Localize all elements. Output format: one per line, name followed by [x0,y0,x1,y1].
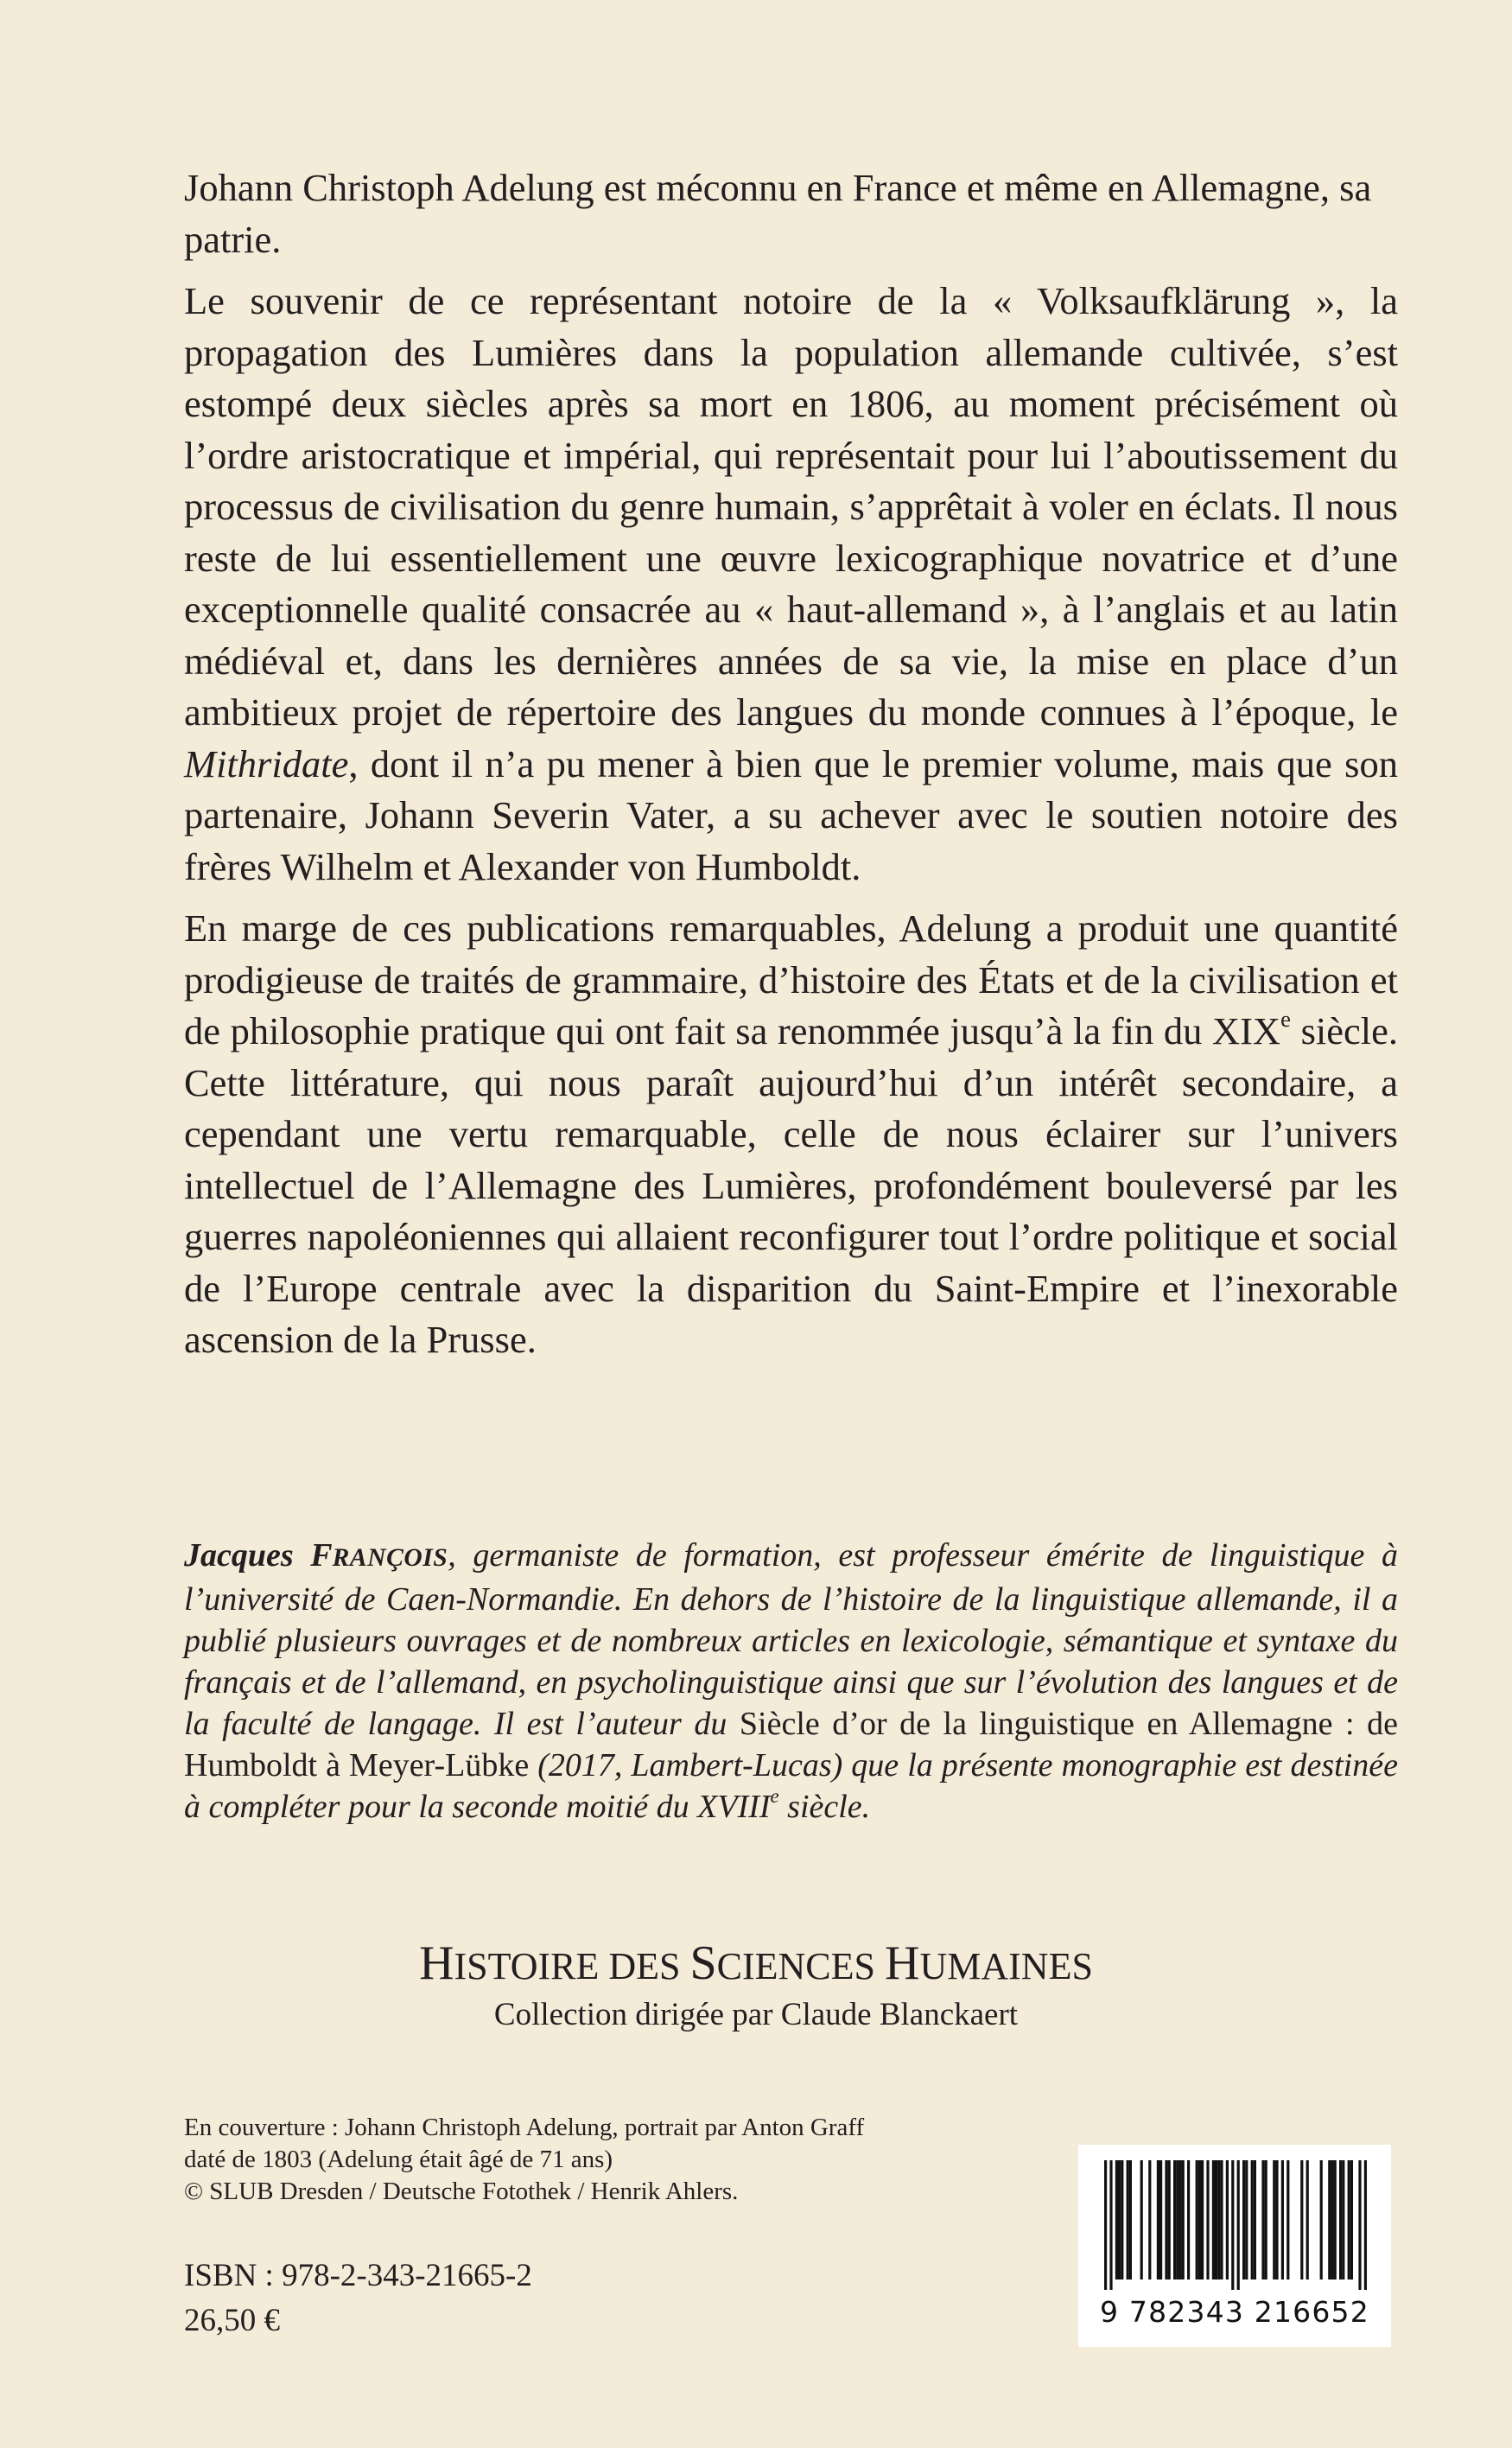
paragraph-intro: Johann Christoph Adelung est méconnu en France et même en Allemagne, sa patrie. [184,166,1372,261]
barcode-bar [1306,2160,1309,2280]
barcode-bar [1364,2160,1367,2290]
barcode-bar [1245,2160,1248,2280]
isbn: ISBN : 978-2-343-21665-2 [184,2258,532,2293]
barcode-digits: 9 782343 216652 [1100,2295,1369,2329]
barcode-bar [1273,2160,1275,2280]
barcode-bar [1129,2160,1132,2280]
barcode-bar [1121,2160,1123,2280]
barcode-bar [1182,2160,1185,2280]
barcode-bar [1176,2160,1178,2280]
barcode-bar [1148,2160,1151,2280]
barcode-bar [1104,2160,1107,2290]
barcode-bar [1165,2160,1167,2280]
cover-credits: En couverture : Johann Christoph Adelung, portrait par Anton Graff daté de 1803 (Adelung était âgé de 71 ans) © SLUB Dresden / Deutsche Fotothek / Henrik Ahlers. [184,2114,865,2205]
barcode-bar [1358,2160,1361,2290]
back-cover-text [184,162,1398,1377]
paragraph-volksaufklarung: Le souvenir de ce représentant notoire de la « Volksaufklärung », la propagation des Lumières dans la population allemande cultivée, s’est estompé deux siècles après sa mort en 1806, au moment précisément où l’ordre aristocratique et impérial, qui représentait pour lui l’aboutissement du processus de civilisation du genre humain, s’apprêtait à voler en éclats. Il nous reste de lui essentiellement une œuvre lexicographique novatrice et d’une exceptionnelle qualité consacrée au « haut-allemand », à l’anglais et au latin médiéval et, dans les dernières années de sa vie, la mise en place d’un ambitieux projet de répertoire des langues du monde connues à l’époque, le Mithridate, dont il n’a pu mener à bien que le premier volume, mais que son partenaire, Johann Severin Vater, a su achever avec le soutien notoire des frères Wilhelm et Alexander von Humboldt. [184,279,1398,888]
barcode-bar [1350,2160,1353,2280]
barcode-bar [1198,2160,1201,2280]
barcode-bar [1178,2160,1181,2280]
barcode-bar [1242,2160,1245,2280]
barcode-bar [1109,2160,1112,2290]
barcode-bars [1097,2160,1372,2290]
barcode-bar [1275,2160,1278,2280]
barcode-bar [1286,2160,1289,2280]
barcode-bar [1237,2160,1240,2290]
barcode-bar [1261,2160,1264,2280]
barcode-bar [1251,2160,1254,2280]
barcode-bar [1300,2160,1303,2280]
barcode-bar [1215,2160,1217,2280]
barcode-bar [1201,2160,1204,2280]
price: 26,50 € [184,2303,280,2338]
isbn-price-block [184,2254,532,2343]
barcode-bar [1168,2160,1171,2280]
barcode-bar [1348,2160,1350,2280]
barcode-bar [1331,2160,1333,2280]
barcode-bar [1196,2160,1198,2280]
barcode-bar [1254,2160,1256,2280]
barcode-bar [1320,2160,1323,2280]
barcode-bar [1342,2160,1344,2280]
collection-block [0,1936,1512,2036]
series-title: HISTOIRE DES SCIENCES HUMAINES [419,1936,1093,1990]
barcode-bar [1212,2160,1215,2280]
barcode-bar [1334,2160,1337,2280]
barcode-bar [1226,2160,1229,2280]
barcode-bar [1157,2160,1159,2280]
collection-director: Collection dirigée par Claude Blanckaert [493,1997,1019,2032]
paragraph-publications: En marge de ces publications remarquables, Adelung a produit une quantité prodigieuse de traités de grammaire, d’histoire des États et de la civilisation et de philosophie pratique qui ont fait sa renommée jusqu’à la fin du XIXe siècle. Cette littérature, qui nous paraît aujourd’hui d’un intérêt secondaire, a cependant une vertu remarquable, celle de nous éclairer sur l’univers intellectuel de l’Allemagne des Lumières, profondément bouleversé par les guerres napoléoniennes qui allaient reconfigurer tout l’ordre politique et social de l’Europe centrale avec la disparition du Saint-Empire et l’inexorable ascension de la Prusse. [184,906,1398,1361]
book-title: Siècle d’or de la linguistique en Allemagne : de Humboldt à Meyer-Lübke [184,1706,1398,1784]
barcode-bar [1217,2160,1220,2280]
barcode-bar [1220,2160,1223,2280]
author-bio: Jacques FRANÇOIS, germaniste de formation, est professeur émérite de linguistique à l’université de Caen-Normandie. En dehors de l’histoire de la linguistique allemande, il a publié plusieurs ouvrages et de nombreux articles en lexicologie, sémantique et syntaxe du français et de l’allemand, en psycholinguistique ainsi que sur l’évolution des langues et de la faculté de langage. Il est l’auteur du Siècle d’or de la linguistique en Allemagne : de Humboldt à Meyer-Lübke (2017, Lambert-Lucas) que la présente monographie est destinée à compléter pour la seconde moitié du XVIIIe siècle. [184,1537,1399,1825]
barcode-bar [1265,2160,1267,2280]
barcode-bar [1127,2160,1129,2280]
barcode-bar [1339,2160,1342,2280]
barcode-bar [1281,2160,1284,2280]
barcode-bar [1187,2160,1190,2280]
barcode-bar [1231,2160,1234,2290]
barcode-bar [1328,2160,1331,2280]
barcode-bar [1118,2160,1121,2280]
barcode-bar [1173,2160,1176,2280]
author-name: Jacques FRANÇOIS [184,1537,448,1574]
barcode-bar [1115,2160,1118,2280]
barcode [1078,2145,1391,2347]
barcode-bar [1206,2160,1209,2280]
barcode-bar [1140,2160,1143,2280]
barcode-bar [1159,2160,1162,2280]
